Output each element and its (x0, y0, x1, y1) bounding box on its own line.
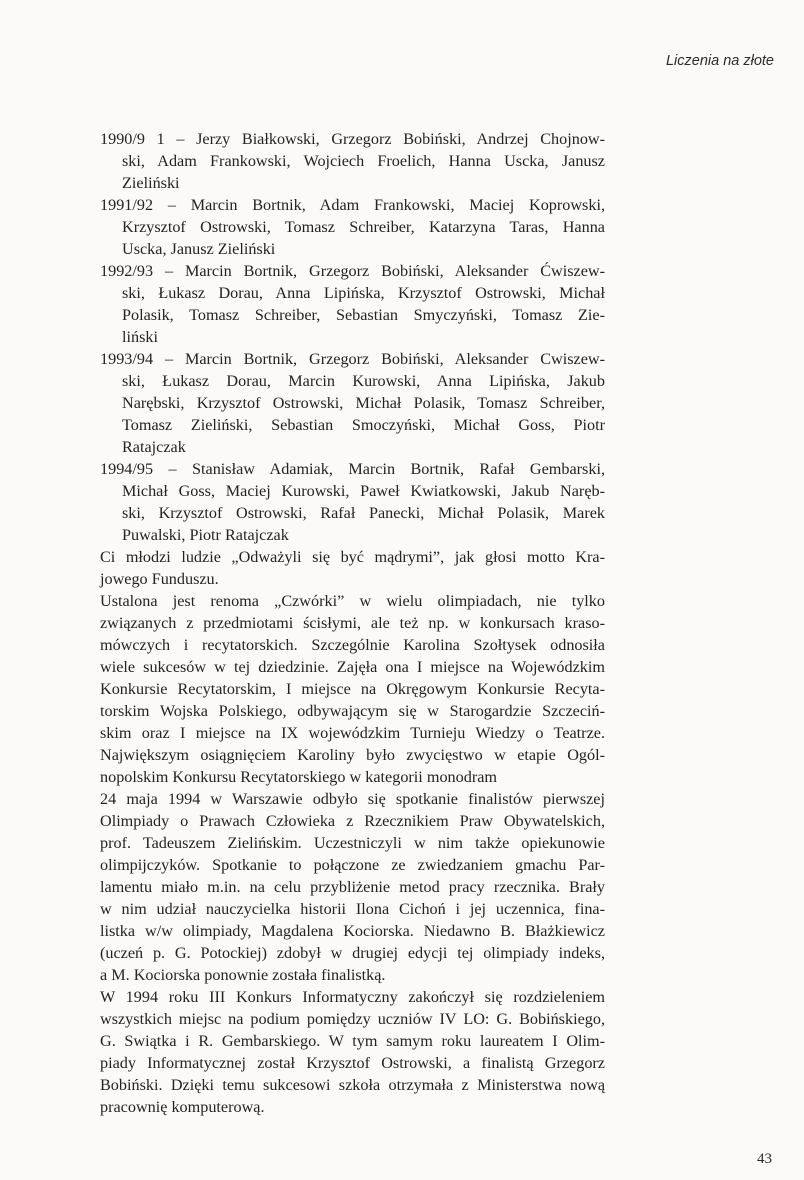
text-line: Narębski, Krzysztof Ostrowski, Michał Polasik, Tomasz Schreiber, (122, 394, 605, 412)
text-line: pracownię komputerową. (100, 1098, 265, 1116)
text-line: Konkursie Recytatorskim, I miejsce na Okręgowym Konkursie Recyta- (100, 680, 605, 698)
text-line: mówczych i recytatorskich. Szczególnie Karolina Szołtysek odnosiła (100, 636, 605, 654)
text-line: wszystkich miejsc na podium pomiędzy uczniów IV LO: G. Bobińskiego, (100, 1010, 605, 1028)
text-line: jowego Funduszu. (100, 570, 219, 588)
text-line: Największym osiągnięciem Karoliny było zwycięstwo w etapie Ogól- (100, 746, 605, 764)
text-line: Bobiński. Dzięki temu sukcesowi szkoła otrzymała z Ministerstwa nową (100, 1076, 605, 1094)
text-line: Olimpiady o Prawach Człowieka z Rzecznikiem Praw Obywatelskich, (100, 812, 605, 830)
text-line: ski, Krzysztof Ostrowski, Rafał Panecki, Michał Polasik, Marek (122, 504, 605, 522)
text-line: skim oraz I miejsce na IX wojewódzkim Turnieju Wiedzy o Teatrze. (100, 724, 605, 742)
text-line: (uczeń p. G. Potockiej) zdobył w drugiej edycji tej olimpiady indeks, (100, 944, 605, 962)
text-line: torskim Wojska Polskiego, odbywającym się w Starogardzie Szczeciń- (100, 702, 605, 720)
text-line: Puwalski, Piotr Ratajczak (122, 526, 289, 544)
running-header: Liczenia na złote (665, 53, 774, 69)
text-line: 24 maja 1994 w Warszawie odbyło się spotkanie finalistów pierwszej (100, 790, 605, 808)
text-line: prof. Tadeuszem Zielińskim. Uczestniczyli w nim także opiekunowie (100, 834, 605, 852)
text-line: W 1994 roku III Konkurs Informatyczny zakończył się rozdzieleniem (100, 988, 605, 1006)
text-line: a M. Kociorska ponownie została finalistką. (100, 966, 386, 984)
text-line: Ratajczak (122, 438, 186, 456)
text-line: 1991/92 – Marcin Bortnik, Adam Frankowski, Maciej Koprowski, (100, 196, 605, 214)
text-line: listka w/w olimpiady, Magdalena Kociorska. Niedawno B. Błażkiewicz (100, 922, 605, 940)
text-line: Polasik, Tomasz Schreiber, Sebastian Smyczyński, Tomasz Zie- (122, 306, 605, 324)
text-line: piady Informatycznej został Krzysztof Ostrowski, a finalistą Grzegorz (100, 1054, 605, 1072)
text-line: ski, Adam Frankowski, Wojciech Froelich, Hanna Uscka, Janusz (122, 152, 605, 170)
text-line: ski, Łukasz Dorau, Anna Lipińska, Krzysztof Ostrowski, Michał (122, 284, 605, 302)
text-line: ski, Łukasz Dorau, Marcin Kurowski, Anna Lipińska, Jakub (122, 372, 605, 390)
text-line: wiele sukcesów w tej dziedzinie. Zajęła ona I miejsce na Wojewódzkim (100, 658, 605, 676)
text-line: Ustalona jest renoma „Czwórki” w wielu olimpiadach, nie tylko (100, 592, 605, 610)
body-text (100, 128, 605, 1118)
page-number: 43 (757, 1151, 772, 1167)
text-line: 1994/95 – Stanisław Adamiak, Marcin Bortnik, Rafał Gembarski, (100, 460, 605, 478)
text-line: Krzysztof Ostrowski, Tomasz Schreiber, Katarzyna Taras, Hanna (122, 218, 605, 236)
text-line: 1990/9 1 – Jerzy Białkowski, Grzegorz Bobiński, Andrzej Chojnow- (100, 130, 605, 148)
text-line: związanych z przedmiotami ścisłymi, ale też np. w konkursach kraso- (100, 614, 605, 632)
text-line: Uscka, Janusz Zieliński (122, 240, 276, 258)
text-line: nopolskim Konkursu Recytatorskiego w kategorii monodram (100, 768, 497, 786)
text-line: Ci młodzi ludzie „Odważyli się być mądrymi”, jak głosi motto Kra- (100, 548, 605, 566)
text-line: olimpijczyków. Spotkanie to połączone ze zwiedzaniem gmachu Par- (100, 856, 605, 874)
text-line: G. Swiątka i R. Gembarskiego. W tym samym roku laureatem I Olim- (100, 1032, 605, 1050)
text-line: 1993/94 – Marcin Bortnik, Grzegorz Bobiński, Aleksander Cwiszew- (100, 350, 605, 368)
text-line: lamentu miało m.in. na celu przybliżenie metod pracy rzecznika. Brały (100, 878, 605, 896)
text-line: Tomasz Zieliński, Sebastian Smoczyński, Michał Goss, Piotr (122, 416, 605, 434)
text-line: 1992/93 – Marcin Bortnik, Grzegorz Bobiński, Aleksander Ćwiszew- (100, 262, 605, 280)
text-line: liński (122, 328, 158, 346)
text-line: w nim udział nauczycielka historii Ilona Cichoń i jej uczennica, fina- (100, 900, 605, 918)
text-line: Zieliński (122, 174, 180, 192)
text-line: Michał Goss, Maciej Kurowski, Paweł Kwiatkowski, Jakub Naręb- (122, 482, 605, 500)
